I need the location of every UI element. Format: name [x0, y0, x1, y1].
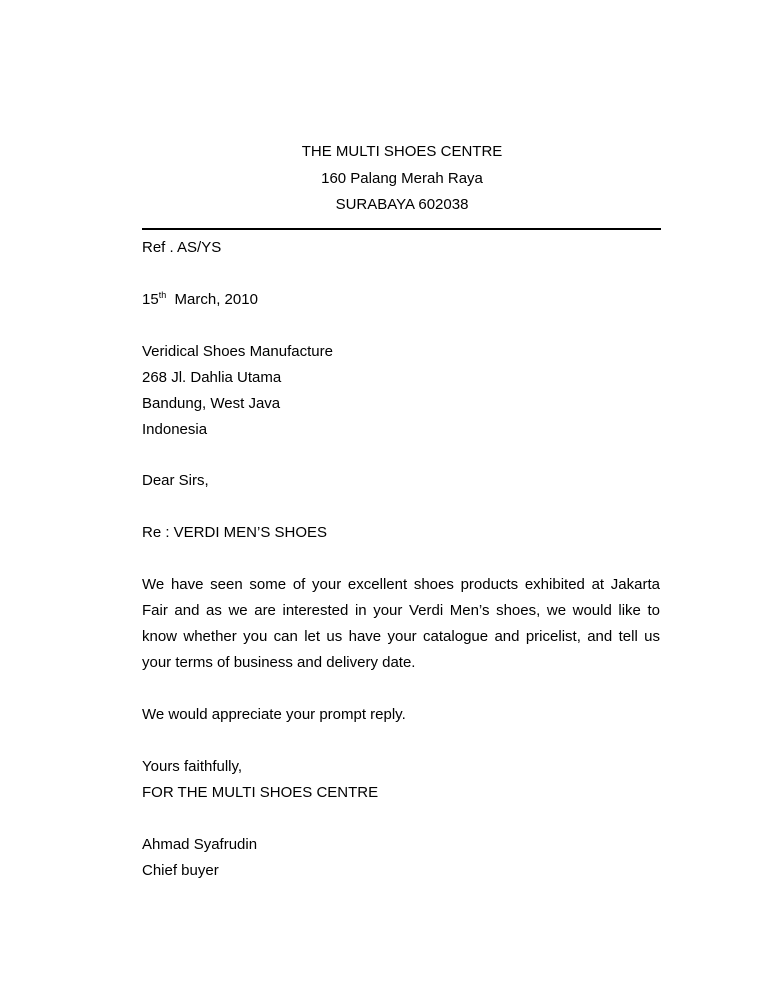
body-line-3: know whether you can let us have your catalogue and pricelist, and tell us: [142, 628, 660, 645]
signoff-company: FOR THE MULTI SHOES CENTRE: [142, 784, 379, 801]
recipient-street: 268 Jl. Dahlia Utama: [142, 369, 282, 386]
letterhead-city: SURABAYA 602038: [335, 196, 469, 213]
date-month-year: March, 2010: [166, 291, 258, 308]
signatory-title: Chief buyer: [142, 862, 219, 879]
letter-date: [142, 291, 258, 309]
letterhead-divider: [142, 228, 661, 230]
recipient-city: Bandung, West Java: [142, 395, 281, 412]
body-line-4: your terms of business and delivery date.: [142, 654, 416, 671]
letterhead-street: 160 Palang Merah Raya: [321, 170, 483, 187]
closing-request: We would appreciate your prompt reply.: [142, 706, 406, 723]
recipient-name: Veridical Shoes Manufacture: [142, 343, 333, 360]
salutation: Dear Sirs,: [142, 472, 209, 489]
signatory-name: Ahmad Syafrudin: [142, 836, 258, 853]
reference-line: Ref . AS/YS: [142, 239, 222, 256]
body-line-1: We have seen some of your excellent shoes products exhibited at Jakarta: [142, 576, 660, 593]
date-suffix: th: [158, 290, 167, 300]
letterhead-company: THE MULTI SHOES CENTRE: [301, 143, 503, 160]
valediction: Yours faithfully,: [142, 758, 243, 775]
body-line-2: Fair and as we are interested in your Verdi Men’s shoes, we would like to: [142, 602, 660, 619]
subject-line: Re : VERDI MEN’S SHOES: [142, 524, 328, 541]
date-day: 15: [142, 291, 159, 308]
recipient-country: Indonesia: [142, 421, 208, 438]
